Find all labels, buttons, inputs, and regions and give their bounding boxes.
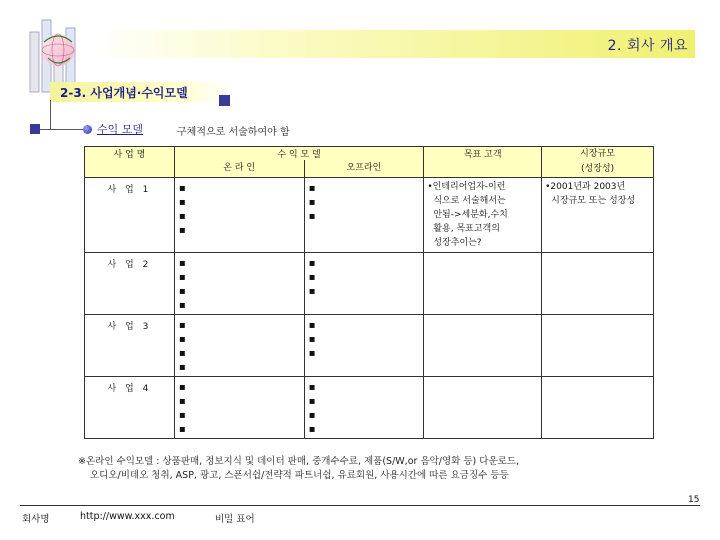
bullet-square-icon: ▪ [308, 396, 316, 407]
target-customer-line: 안됨->세분화,수치 [433, 210, 508, 220]
subsection-note: 구체적으로 서술하여야 함 [177, 127, 290, 138]
left-square-icon [30, 124, 40, 134]
footnote-line-2: 오디오/비데오 청취, ASP, 광고, 스폰서쉽/전략적 파트너쉽, 유료회원, 사용시간에 따른 요금징수 등등 [90, 470, 509, 481]
bullet-square-icon: ▪ [178, 320, 186, 331]
market-size-cell [542, 253, 654, 315]
online-cell [174, 253, 304, 315]
footer-confidential: 비밀 표어 [215, 514, 255, 525]
offline-cell [304, 253, 424, 315]
footer-company-name: 회사명 [22, 514, 50, 525]
bullet-square-icon: ▪ [308, 382, 316, 393]
connector-vertical-line [50, 100, 51, 130]
section-title: 2-3. 사업개념·수익모델 [60, 86, 188, 100]
target-customer-cell [424, 377, 542, 439]
bullet-square-icon: ▪ [308, 272, 316, 283]
table-row [85, 315, 654, 377]
header-market-size [542, 147, 654, 178]
bullet-square-icon: ▪ [308, 211, 316, 222]
chapter-title: 2. 회사 개요 [607, 38, 688, 54]
target-customer-cell [424, 315, 542, 377]
bullet-square-icon: ▪ [178, 286, 186, 297]
business-name-cell: 사 업 1 [85, 178, 175, 253]
header-business-name: 사 업 명 [85, 147, 175, 178]
bullet-square-icon: ▪ [178, 183, 186, 194]
bullet-square-icon: ▪ [178, 362, 186, 373]
bullet-square-icon: ▪ [178, 396, 186, 407]
bullet-square-icon: ▪ [178, 197, 186, 208]
bullet-square-icon: ▪ [178, 424, 186, 435]
bullet-square-icon: ▪ [308, 424, 316, 435]
bullet-circle-icon [83, 125, 92, 134]
footer-divider [20, 505, 700, 506]
bullet-square-icon: ▪ [178, 410, 186, 421]
target-customer-line: 활용, 목표고객의 [433, 224, 500, 234]
business-name-cell: 사 업 3 [85, 315, 175, 377]
target-customer-line: 식으로 서술해서는 [433, 196, 506, 206]
footer-url: http://www.xxx.com [80, 511, 175, 522]
header-market-size-line2: (성장성) [581, 164, 615, 174]
bullet-square-icon: ▪ [308, 286, 316, 297]
bullet-square-icon: ▪ [178, 225, 186, 236]
bullet-square-icon: ▪ [308, 183, 316, 194]
online-cell [174, 178, 304, 253]
online-cell [174, 315, 304, 377]
table-row [85, 178, 654, 253]
business-name-cell: 사 업 4 [85, 377, 175, 439]
target-customer-line: •인테리어업자-이런 [427, 182, 506, 192]
page-number: 15 [688, 495, 700, 505]
bullet-square-icon: ▪ [308, 320, 316, 331]
target-customer-line: 성장추이는? [433, 238, 482, 248]
business-name-cell: 사 업 2 [85, 253, 175, 315]
subsection-label: 수익 모델 [97, 123, 144, 136]
bullet-square-icon: ▪ [178, 258, 186, 269]
header-market-size-line1: 시장규모 [580, 149, 615, 159]
connector-horizontal-line [35, 129, 90, 130]
bullet-square-icon: ▪ [178, 300, 186, 311]
bullet-square-icon: ▪ [178, 348, 186, 359]
header-revenue-model: 수 익 모 델 [174, 147, 424, 161]
target-customer-cell [424, 253, 542, 315]
offline-cell [304, 178, 424, 253]
bullet-square-icon: ▪ [308, 334, 316, 345]
market-size-line: 시장규모 또는 성장성 [551, 196, 636, 206]
revenue-model-table [84, 146, 654, 439]
header-offline: 오프라인 [304, 160, 424, 177]
bullet-square-icon: ▪ [308, 258, 316, 269]
table-row [85, 377, 654, 439]
bullet-square-icon: ▪ [308, 410, 316, 421]
bullet-square-icon: ▪ [308, 348, 316, 359]
market-size-line: •2001년과 2003년 [545, 182, 626, 192]
bullet-square-icon: ▪ [178, 382, 186, 393]
table-body [85, 178, 654, 439]
header-bar [90, 30, 695, 58]
market-size-cell [542, 178, 654, 253]
header-target-customer: 목표 고객 [424, 147, 542, 178]
footnote [78, 455, 698, 483]
footnote-line-1: ※온라인 수익모델 : 상품판매, 정보지식 및 데이터 판매, 중개수수료, 제품(S/W,or 음악/영화 등) 다운로드, [78, 456, 520, 467]
market-size-cell [542, 377, 654, 439]
offline-cell [304, 315, 424, 377]
target-customer-cell [424, 178, 542, 253]
table-row [85, 253, 654, 315]
table-header-row-1 [85, 147, 654, 161]
bullet-square-icon: ▪ [178, 211, 186, 222]
bullet-square-icon: ▪ [308, 197, 316, 208]
bullet-square-icon: ▪ [178, 334, 186, 345]
section-square-icon [219, 95, 230, 106]
online-cell [174, 377, 304, 439]
market-size-cell [542, 315, 654, 377]
bullet-square-icon: ▪ [178, 272, 186, 283]
offline-cell [304, 377, 424, 439]
header-online: 온 라 인 [174, 160, 304, 177]
